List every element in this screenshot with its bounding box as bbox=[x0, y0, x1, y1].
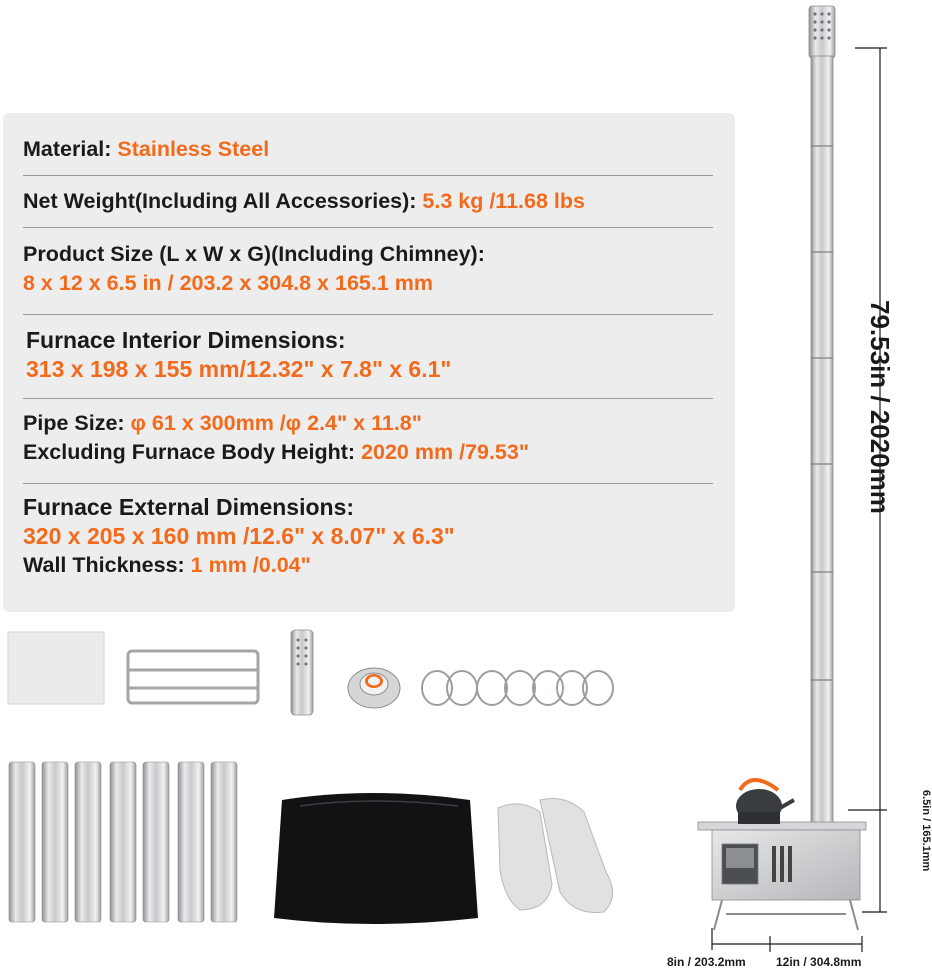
wall-thickness-label: Wall Thickness: bbox=[23, 553, 191, 577]
kettle bbox=[736, 780, 794, 824]
product-size-label: Product Size (L x W x G)(Including Chimney): bbox=[23, 242, 485, 266]
pipe-sections bbox=[9, 762, 237, 922]
furnace-external-label: Furnace External Dimensions: bbox=[23, 494, 355, 520]
stove-window bbox=[726, 848, 754, 868]
wall-thickness-value: 1 mm /0.04" bbox=[190, 553, 311, 577]
furnace-interior-label: Furnace Interior Dimensions: bbox=[26, 327, 346, 353]
product-size-value: 8 x 12 x 6.5 in / 203.2 x 304.8 x 165.1 mm bbox=[23, 271, 433, 295]
stove-top-shelf bbox=[698, 822, 866, 830]
hose-clamps bbox=[422, 671, 613, 705]
width-label: 12in / 304.8mm bbox=[776, 955, 862, 969]
pipe-size-value: φ 61 x 300mm /φ 2.4" x 11.8" bbox=[130, 411, 422, 435]
chimney-flange bbox=[348, 668, 400, 708]
depth-label: 8in / 203.2mm bbox=[667, 955, 746, 969]
furnace-external-value: 320 x 205 x 160 mm /12.6" x 8.07" x 6.3" bbox=[23, 523, 455, 549]
accessories-row-2 bbox=[9, 762, 613, 924]
net-weight-label: Net Weight(Including All Accessories): bbox=[23, 189, 423, 213]
stove-height-label: 6.5in / 165.1mm bbox=[920, 790, 932, 872]
gloves bbox=[498, 799, 613, 913]
spark-arrestor-cap bbox=[291, 630, 313, 715]
chimney bbox=[809, 6, 835, 824]
net-weight-value: 5.3 kg /11.68 lbs bbox=[422, 189, 585, 213]
excluding-height-value: 2020 mm /79.53" bbox=[361, 440, 530, 464]
material-label: Material: bbox=[23, 137, 118, 161]
stove-vents bbox=[772, 846, 792, 882]
mat bbox=[8, 632, 104, 704]
stove bbox=[698, 780, 866, 930]
side-rack bbox=[128, 651, 258, 703]
total-height-label: 79.53in / 2020mm bbox=[865, 300, 895, 514]
carry-bag bbox=[274, 793, 478, 924]
chimney-pipe bbox=[811, 56, 833, 824]
material-value: Stainless Steel bbox=[117, 137, 270, 161]
accessories-row-1 bbox=[8, 630, 613, 715]
furnace-interior-value: 313 x 198 x 155 mm/12.32" x 7.8" x 6.1" bbox=[26, 356, 452, 382]
pipe-size-label: Pipe Size: bbox=[23, 411, 131, 435]
excluding-height-label: Excluding Furnace Body Height: bbox=[23, 440, 362, 464]
stove-legs bbox=[714, 900, 858, 930]
